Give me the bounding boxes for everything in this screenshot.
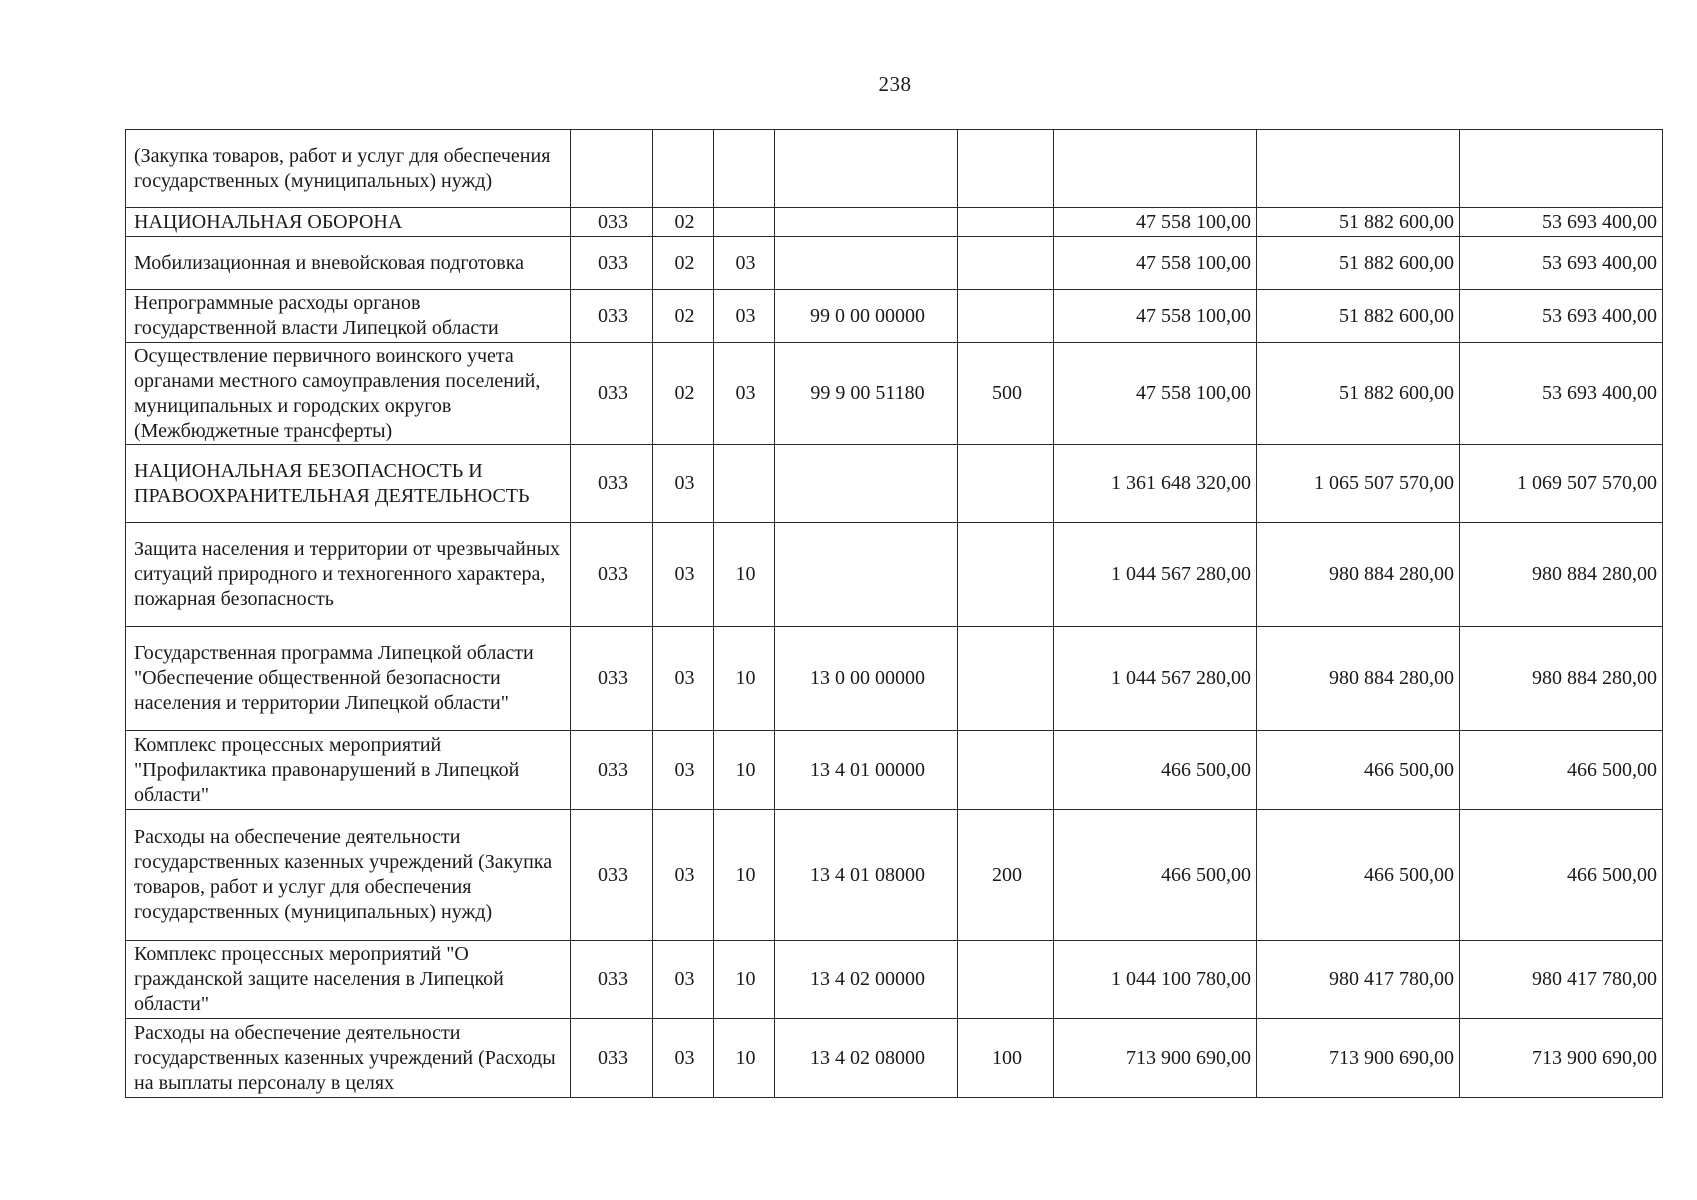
table-row (126, 343, 1663, 445)
table-row (126, 130, 1663, 208)
row-target-code (775, 208, 958, 237)
row-amount-1: 1 044 567 280,00 (1054, 523, 1257, 627)
row-amount-1: 713 900 690,00 (1054, 1019, 1257, 1098)
row-target-code: 13 4 02 08000 (775, 1019, 958, 1098)
row-amount-3: 980 417 780,00 (1460, 941, 1663, 1019)
page-number: 238 (878, 72, 912, 96)
row-target-code: 99 9 00 51180 (775, 343, 958, 445)
row-expense-type (958, 130, 1054, 208)
row-amount-2: 466 500,00 (1257, 810, 1460, 941)
row-amount-3: 713 900 690,00 (1460, 1019, 1663, 1098)
row-ved-code: 033 (571, 237, 653, 290)
row-name: Комплекс процессных мероприятий "Профилактика правонарушений в Липецкой области" (126, 731, 571, 810)
row-expense-type (958, 941, 1054, 1019)
row-section-code: 03 (653, 941, 714, 1019)
row-expense-type: 100 (958, 1019, 1054, 1098)
table-row (126, 1019, 1663, 1098)
row-section-code: 03 (653, 627, 714, 731)
row-section-code: 03 (653, 810, 714, 941)
row-subsection-code (714, 208, 775, 237)
row-name: Расходы на обеспечение деятельности государственных казенных учреждений (Расходы на выплаты персоналу в целях (126, 1019, 571, 1098)
table-row (126, 627, 1663, 731)
row-amount-1: 47 558 100,00 (1054, 343, 1257, 445)
row-subsection-code: 10 (714, 523, 775, 627)
row-name: (Закупка товаров, работ и услуг для обеспечения государственных (муниципальных) нужд) (126, 130, 571, 208)
row-amount-2: 713 900 690,00 (1257, 1019, 1460, 1098)
row-section-code: 03 (653, 731, 714, 810)
row-amount-3: 980 884 280,00 (1460, 627, 1663, 731)
row-amount-1: 47 558 100,00 (1054, 208, 1257, 237)
row-amount-2: 466 500,00 (1257, 731, 1460, 810)
row-amount-1: 1 044 567 280,00 (1054, 627, 1257, 731)
row-amount-2: 51 882 600,00 (1257, 343, 1460, 445)
table-row (126, 208, 1663, 237)
row-section-code: 03 (653, 445, 714, 523)
row-amount-2: 51 882 600,00 (1257, 290, 1460, 343)
row-target-code (775, 237, 958, 290)
row-ved-code: 033 (571, 290, 653, 343)
table-row (126, 290, 1663, 343)
row-ved-code: 033 (571, 941, 653, 1019)
row-subsection-code: 10 (714, 810, 775, 941)
row-ved-code: 033 (571, 1019, 653, 1098)
row-target-code: 13 4 02 00000 (775, 941, 958, 1019)
row-name: Государственная программа Липецкой области "Обеспечение общественной безопасности населения и территории Липецкой области" (126, 627, 571, 731)
row-ved-code: 033 (571, 208, 653, 237)
row-name: Осуществление первичного воинского учета органами местного самоуправления поселений, муниципальных и городских округов (Межбюджетные трансферты) (126, 343, 571, 445)
row-amount-2: 980 417 780,00 (1257, 941, 1460, 1019)
row-name: НАЦИОНАЛЬНАЯ БЕЗОПАСНОСТЬ И ПРАВООХРАНИТЕЛЬНАЯ ДЕЯТЕЛЬНОСТЬ (126, 445, 571, 523)
row-subsection-code (714, 130, 775, 208)
table-row (126, 445, 1663, 523)
row-subsection-code: 10 (714, 1019, 775, 1098)
row-subsection-code: 10 (714, 627, 775, 731)
table-row (126, 523, 1663, 627)
row-target-code: 99 0 00 00000 (775, 290, 958, 343)
row-amount-3: 980 884 280,00 (1460, 523, 1663, 627)
row-subsection-code: 03 (714, 237, 775, 290)
row-expense-type: 500 (958, 343, 1054, 445)
row-amount-1: 1 044 100 780,00 (1054, 941, 1257, 1019)
row-amount-3: 53 693 400,00 (1460, 290, 1663, 343)
row-section-code (653, 130, 714, 208)
row-subsection-code: 10 (714, 731, 775, 810)
row-name: Расходы на обеспечение деятельности государственных казенных учреждений (Закупка товаров, работ и услуг для обеспечения государственных (муниципальных) нужд) (126, 810, 571, 941)
row-expense-type (958, 627, 1054, 731)
row-amount-1 (1054, 130, 1257, 208)
row-expense-type (958, 523, 1054, 627)
budget-table (125, 129, 1663, 1098)
row-expense-type (958, 290, 1054, 343)
row-amount-3: 53 693 400,00 (1460, 237, 1663, 290)
row-amount-3: 466 500,00 (1460, 810, 1663, 941)
row-name: Защита населения и территории от чрезвычайных ситуаций природного и техногенного характера, пожарная безопасность (126, 523, 571, 627)
row-name: НАЦИОНАЛЬНАЯ ОБОРОНА (126, 208, 571, 237)
row-ved-code: 033 (571, 627, 653, 731)
row-subsection-code: 03 (714, 343, 775, 445)
row-target-code (775, 523, 958, 627)
row-amount-3 (1460, 130, 1663, 208)
row-amount-1: 47 558 100,00 (1054, 290, 1257, 343)
table-row (126, 731, 1663, 810)
row-expense-type (958, 208, 1054, 237)
row-name: Непрограммные расходы органов государственной власти Липецкой области (126, 290, 571, 343)
row-target-code (775, 445, 958, 523)
row-subsection-code: 03 (714, 290, 775, 343)
row-amount-3: 466 500,00 (1460, 731, 1663, 810)
row-ved-code: 033 (571, 343, 653, 445)
table-row (126, 941, 1663, 1019)
row-expense-type: 200 (958, 810, 1054, 941)
row-subsection-code: 10 (714, 941, 775, 1019)
row-amount-1: 47 558 100,00 (1054, 237, 1257, 290)
row-name: Комплекс процессных мероприятий "О гражданской защите населения в Липецкой области" (126, 941, 571, 1019)
row-expense-type (958, 731, 1054, 810)
row-expense-type (958, 445, 1054, 523)
row-amount-2: 51 882 600,00 (1257, 208, 1460, 237)
row-amount-3: 53 693 400,00 (1460, 208, 1663, 237)
row-expense-type (958, 237, 1054, 290)
row-target-code: 13 4 01 08000 (775, 810, 958, 941)
row-amount-2: 1 065 507 570,00 (1257, 445, 1460, 523)
row-amount-2: 980 884 280,00 (1257, 627, 1460, 731)
row-target-code (775, 130, 958, 208)
table-row (126, 810, 1663, 941)
row-ved-code: 033 (571, 523, 653, 627)
row-amount-2 (1257, 130, 1460, 208)
row-target-code: 13 0 00 00000 (775, 627, 958, 731)
row-ved-code (571, 130, 653, 208)
row-ved-code: 033 (571, 445, 653, 523)
row-section-code: 02 (653, 237, 714, 290)
row-ved-code: 033 (571, 810, 653, 941)
row-section-code: 03 (653, 523, 714, 627)
row-section-code: 02 (653, 208, 714, 237)
row-section-code: 03 (653, 1019, 714, 1098)
row-section-code: 02 (653, 290, 714, 343)
row-amount-2: 51 882 600,00 (1257, 237, 1460, 290)
row-amount-3: 1 069 507 570,00 (1460, 445, 1663, 523)
table-row (126, 237, 1663, 290)
row-amount-3: 53 693 400,00 (1460, 343, 1663, 445)
row-target-code: 13 4 01 00000 (775, 731, 958, 810)
row-amount-1: 466 500,00 (1054, 810, 1257, 941)
row-ved-code: 033 (571, 731, 653, 810)
row-section-code: 02 (653, 343, 714, 445)
row-subsection-code (714, 445, 775, 523)
row-amount-2: 980 884 280,00 (1257, 523, 1460, 627)
row-amount-1: 466 500,00 (1054, 731, 1257, 810)
row-name: Мобилизационная и вневойсковая подготовка (126, 237, 571, 290)
row-amount-1: 1 361 648 320,00 (1054, 445, 1257, 523)
